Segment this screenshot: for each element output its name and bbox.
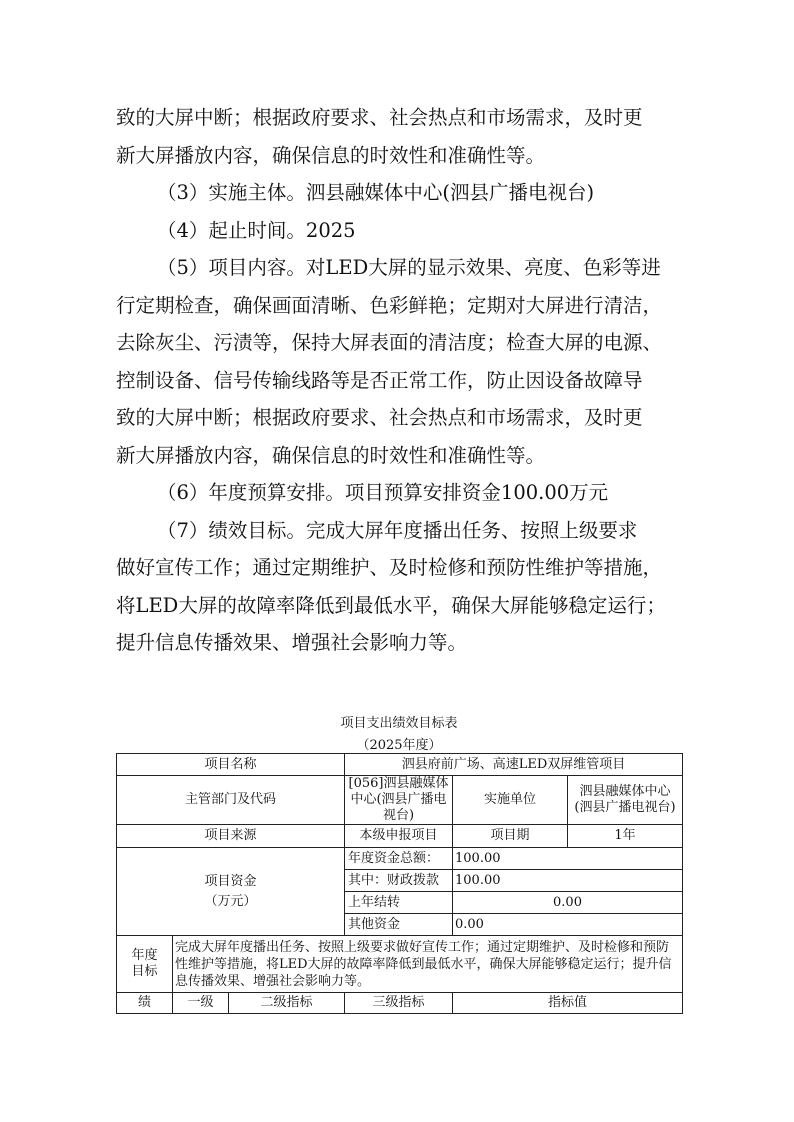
text-line: （7）绩效目标。完成大屏年度播出任务、按照上级要求 (157, 518, 638, 542)
annual-goal-label (117, 936, 173, 993)
project-name-label: 项目名称 (117, 754, 345, 776)
text-line: 做好宣传工作；通过定期维护、及时检修和预防性维护等措施， (116, 556, 663, 579)
text-line: （6）年度预算安排。项目预算安排资金100.00万元 (157, 481, 609, 504)
annual-goal-text: 完成大屏年度播出任务、按照上级要求做好宣传工作；通过定期维护、及时检修和预防性维护等措施，将LED大屏的故障率降低到最低水平，确保大屏能够稳定运行；提升信息传播效果、增强社会影响力等。 (173, 936, 683, 993)
funds-row-label: 其他资金 (345, 914, 453, 936)
text-line: 将LED大屏的故障率降低到最低水平，确保大屏能够稳定运行； (116, 593, 666, 617)
source-label: 项目来源 (117, 825, 345, 848)
funds-row-label: 年度资金总额： (345, 848, 453, 870)
text-line: 新大屏播放内容，确保信息的时效性和准确性等。 (116, 443, 546, 467)
text-line: 行定期检查，确保画面清晰、色彩鲜艳；定期对大屏进行清洁， (116, 293, 663, 317)
funds-row-label: 上年结转 (345, 892, 453, 914)
header-cell: 绩 (117, 993, 173, 1014)
table-row (117, 936, 683, 993)
text-line: （5）项目内容。对LED大屏的显示效果、亮度、色彩等进 (157, 256, 661, 279)
funds-row-value: 0.00 (453, 914, 683, 936)
funds-row-value: 100.00 (453, 870, 683, 892)
table-subtitle: （2025年度） (356, 738, 442, 753)
source-value: 本级申报项目 (345, 825, 453, 848)
performance-target-table (116, 753, 683, 1014)
table-row (117, 776, 683, 825)
table-row (117, 993, 683, 1014)
header-cell: 一级 (173, 993, 229, 1014)
header-cell: 三级指标 (345, 993, 453, 1014)
impl-unit-value: 泗县融媒体中心(泗县广播电视台) (568, 776, 683, 825)
header-cell: 指标值 (453, 993, 683, 1014)
funds-unit: （万元） (204, 893, 257, 909)
table-row (117, 848, 683, 870)
period-label: 项目期 (453, 825, 568, 848)
annual-goal-label-line: 年度 (131, 948, 158, 963)
text-line: 新大屏播放内容，确保信息的时效性和准确性等。 (116, 143, 546, 167)
text-line: 控制设备、信号传输线路等是否正常工作，防止因设备故障导 (116, 368, 643, 392)
funds-label: 项目资金 (204, 873, 257, 889)
funds-row-label: 其中：财政拨款 (345, 870, 453, 892)
text-line: 致的大屏中断；根据政府要求、社会热点和市场需求，及时更 (116, 406, 643, 429)
dept-label: 主管部门及代码 (117, 776, 345, 825)
header-cell: 二级指标 (229, 993, 345, 1014)
table-row (117, 825, 683, 848)
annual-goal-label-line: 目标 (131, 964, 158, 979)
body-text (116, 99, 684, 662)
impl-unit-label: 实施单位 (453, 776, 568, 825)
funds-row-value: 0.00 (453, 892, 683, 914)
table-row (117, 754, 683, 776)
text-line: （4）起止时间。2025 (157, 218, 356, 242)
text-line: 致的大屏中断；根据政府要求、社会热点和市场需求，及时更 (116, 106, 643, 129)
table-title: 项目支出绩效目标表 (340, 716, 458, 731)
funds-row-value: 100.00 (453, 848, 683, 870)
project-name-value: 泗县府前广场、高速LED双屏维管项目 (345, 754, 683, 776)
funds-label-cell (117, 848, 345, 936)
text-line: 去除灰尘、污渍等，保持大屏表面的清洁度；检查大屏的电源、 (116, 331, 663, 354)
text-line: 提升信息传播效果、增强社会影响力等。 (116, 631, 468, 654)
text-line: （3）实施主体。泗县融媒体中心(泗县广播电视台) (157, 181, 595, 204)
dept-value: [056]泗县融媒体中心(泗县广播电视台) (345, 776, 453, 825)
period-value: 1年 (568, 825, 683, 848)
